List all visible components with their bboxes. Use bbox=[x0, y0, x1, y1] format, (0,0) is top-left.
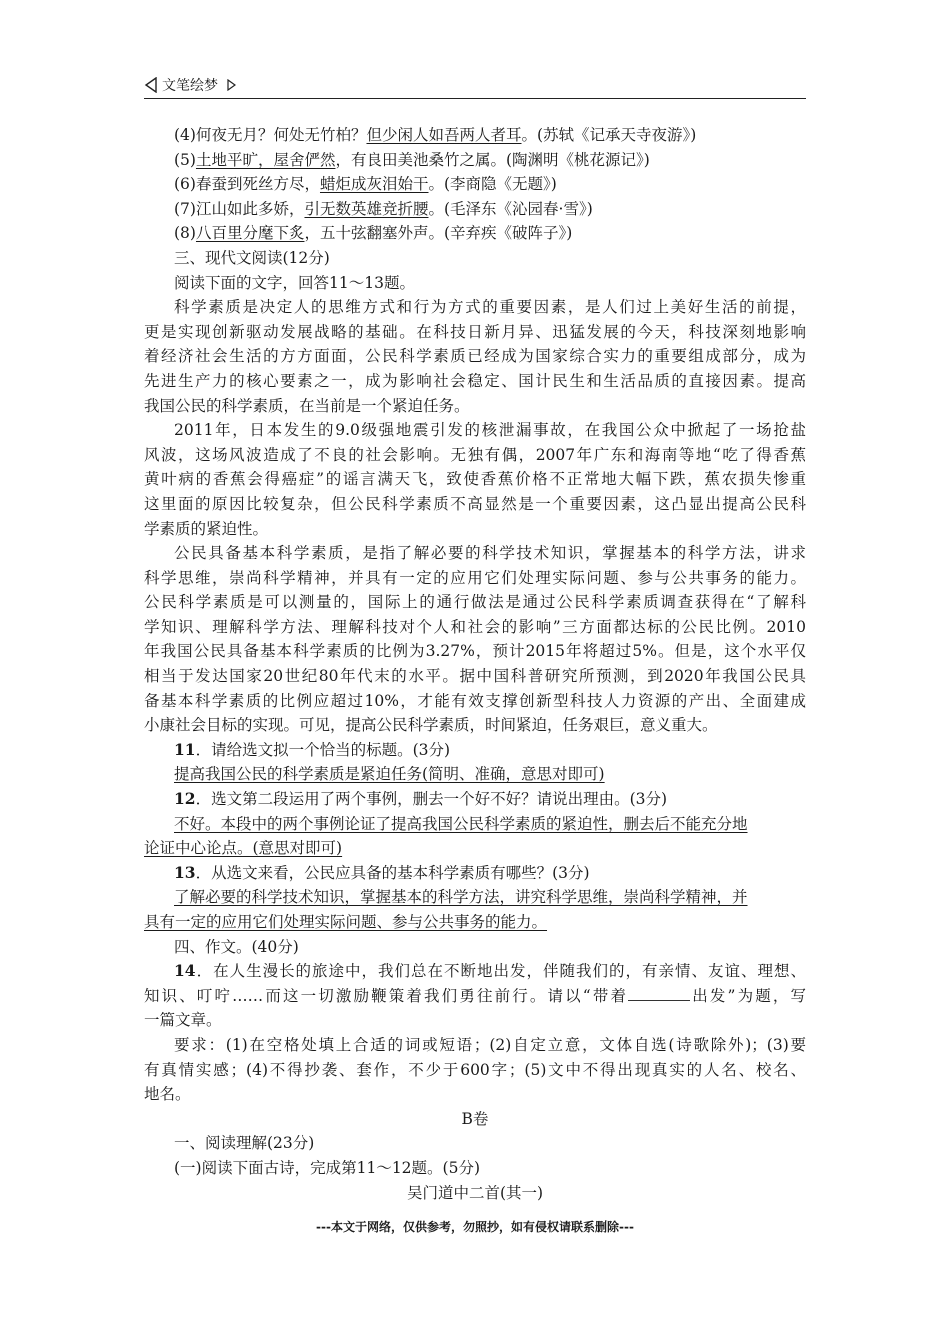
question-13: 13．从选文来看，公民应具备的基本科学素质有哪些？(3分) bbox=[174, 862, 590, 882]
poem-item: (5)土地平旷，屋舍俨然，有良田美池桑竹之属。(陶渊明《桃花源记》) bbox=[174, 150, 650, 169]
section-heading: 三、现代文阅读(12分) bbox=[174, 248, 330, 267]
poem-answer: 引无数英雄竞折腰 bbox=[304, 199, 429, 218]
section-heading: 一、阅读理解(23分) bbox=[174, 1134, 315, 1153]
volume-b-title: B卷 bbox=[461, 1109, 489, 1128]
question-14: 14．在人生漫长的旅途中，我们总在不断地出发，伴随我们的，有亲情、友谊、理想、 bbox=[174, 961, 806, 981]
poem-title: 吴门道中二首(其一) bbox=[406, 1183, 544, 1202]
poem-answer: 八百里分麾下炙 bbox=[195, 224, 305, 243]
reading-instruction: 阅读下面的文字，回答11～13题。 bbox=[174, 273, 415, 292]
answer-13-cont: 具有一定的应用它们处理实际问题、参与公共事务的能力。 bbox=[144, 913, 548, 931]
essay-requirements-cont: 有真情实感；(4)不得抄袭、套作，不少于600字；(5)文中不得出现真实的人名、校名、 bbox=[144, 1060, 806, 1079]
passage-paragraph-2: 2011年，日本发生的9.0级强地震引发的核泄漏事故，在我国公众中掀起了一场抢盐 风波，这场风波造成了不良的社会影响。无独有偶，2007年广东和海南等地“吃了得香蕉 黄叶病的香蕉会得癌症”的谣言满天飞，致使香蕉价格不正常地大幅下跌，蕉农损失惨重 这里面的原因比较复杂，但公民科学素质不高显然是一个重要因素，这凸显出提高公民科 学素质的紧迫性。 bbox=[144, 421, 806, 538]
question-14-end: 一篇文章。 bbox=[144, 1011, 222, 1030]
passage-paragraph-1: 科学素质是决定人的思维方式和行为方式的重要因素，是人们过上美好生活的前提， 更是实现创新驱动发展战略的基础。在科技日新月异、迅猛发展的今天，科技深刻地影响 着经济社会生活的方方面面，公民科学素质已经成为国家综合实力的重要组成部分，成为 先进生产力的核心要素之一，成为影响社会稳定、国计民生和生活品质的直接因素。提高 我国公民的科学素质，在当前是一个紧迫任务。 bbox=[144, 298, 806, 415]
answer-11: 提高我国公民的科学素质是紧迫任务(简明、准确，意思对即可) bbox=[174, 765, 605, 784]
passage-paragraph-3: 公民具备基本科学素质，是指了解必要的科学技术知识，掌握基本的科学方法，讲求 科学思维，崇尚科学精神，并具有一定的应用它们处理实际问题、参与公共事务的能力。 公民科学素质是可以测量的，国际上的通行做法是通过公民科学素质调查获得在“了解科 学知识、理解科学方法、理解科技对个人和社会的影响”三方面都达标的公民比例。2010 年我国公民具备基本科学素质的比例为3.27%，预计2015年将超过5%。但是，这个水平仅 相当于发达国家20世纪80年代末的水平。据中国科普研究所预测，到2020年我国公民具 备基本科学素质的比例应超过10%，才能有效支撑创新型科技人力资源的产出、全面建成 小康社会目标的实现。可见，提高公民科学素质，时间紧迫，任务艰巨，意义重大。 bbox=[144, 544, 806, 735]
poem-item: (6)春蚕到死丝方尽，蜡炬成灰泪始干。(李商隐《无题》) bbox=[174, 175, 557, 194]
poem-item: (7)江山如此多娇，引无数英雄竞折腰。(毛泽东《沁园春·雪》) bbox=[174, 199, 593, 218]
section-heading: 四、作文。(40分) bbox=[174, 937, 299, 956]
poem-answer: 但少闲人如吾两人者耳 bbox=[366, 126, 522, 144]
essay-requirements: 要求：(1)在空格处填上合适的词或短语；(2)自定立意，文体自选(诗歌除外)；(3)要 bbox=[174, 1035, 806, 1054]
header-brand-group bbox=[144, 75, 236, 95]
poem-answer: 土地平旷，屋舍俨然 bbox=[195, 150, 336, 169]
fill-blank bbox=[628, 986, 690, 1001]
answer-12: 不好。本段中的两个事例论证了提高我国公民科学素质的紧迫性，删去后不能充分地 bbox=[174, 814, 748, 833]
document-body bbox=[144, 123, 806, 1205]
question-14-cont: 知识、叮咛……而这一切激励鞭策着我们勇往前行。请以“带着 出发”为题，写 bbox=[144, 986, 806, 1005]
triangle-left-icon bbox=[144, 77, 158, 93]
poem-item: (4)何夜无月？何处无竹柏？但少闲人如吾两人者耳。(苏轼《记承天寺夜游》) bbox=[174, 126, 697, 144]
question-11: 11．请给选文拟一个恰当的标题。(3分) bbox=[174, 739, 451, 759]
poem-answer: 蜡炬成灰泪始干 bbox=[319, 175, 429, 194]
page-header bbox=[144, 74, 806, 99]
question-12: 12．选文第二段运用了两个事例，删去一个好不好？请说出理由。(3分) bbox=[174, 789, 668, 809]
essay-requirements-end: 地名。 bbox=[144, 1085, 191, 1104]
header-brand: 文笔绘梦 bbox=[162, 78, 218, 94]
poem-item: (8)八百里分麾下炙，五十弦翻塞外声。(辛弃疾《破阵子》) bbox=[174, 224, 573, 243]
triangle-right-icon bbox=[226, 79, 236, 91]
answer-13: 了解必要的科学技术知识，掌握基本的科学方法，讲究科学思维，崇尚科学精神，并 bbox=[174, 888, 748, 907]
page-footer: ---本文于网络，仅供参考，勿照抄，如有侵权请联系删除--- bbox=[316, 1220, 634, 1234]
subsection-heading: (一)阅读下面古诗，完成第11～12题。(5分) bbox=[174, 1158, 480, 1177]
answer-12-cont: 论证中心论点。(意思对即可) bbox=[144, 839, 343, 858]
